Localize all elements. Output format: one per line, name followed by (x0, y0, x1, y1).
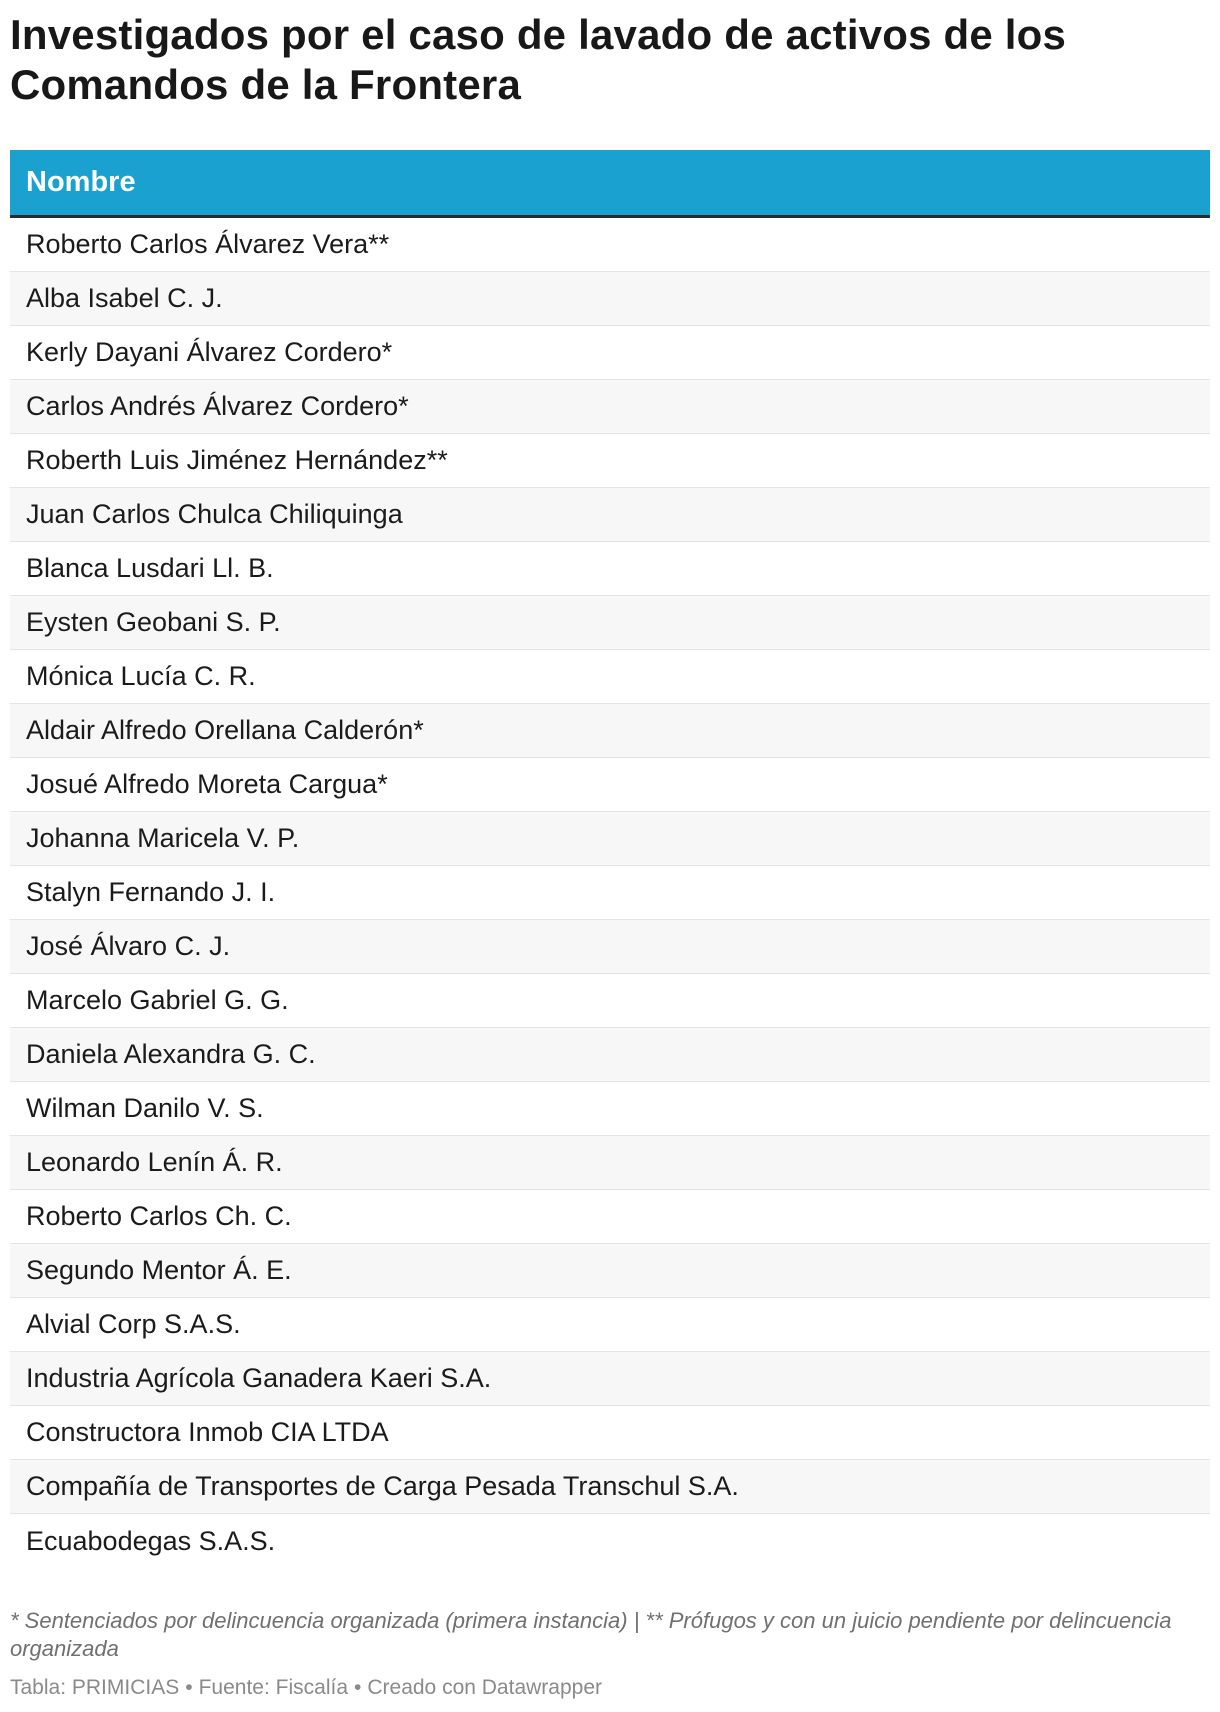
table-row (10, 704, 1210, 758)
table-cell-nombre: Alba Isabel C. J. (26, 283, 223, 313)
footer-separator: • (354, 1676, 362, 1699)
table-cell-nombre: Blanca Lusdari Ll. B. (26, 553, 274, 583)
table-cell-nombre: Eysten Geobani S. P. (26, 607, 281, 637)
table-row (10, 1190, 1210, 1244)
table-row (10, 1406, 1210, 1460)
table-row (10, 1244, 1210, 1298)
table-cell-nombre: José Álvaro C. J. (26, 931, 231, 961)
table-cell-nombre: Marcelo Gabriel G. G. (26, 985, 289, 1015)
column-header-nombre[interactable]: Nombre (26, 166, 136, 198)
table-cell-nombre: Ecuabodegas S.A.S. (26, 1525, 276, 1556)
table-row (10, 920, 1210, 974)
table-cell-nombre: Stalyn Fernando J. I. (26, 877, 276, 907)
table-cell-nombre: Industria Agrícola Ganadera Kaeri S.A. (26, 1363, 492, 1393)
table-row (10, 650, 1210, 704)
table-row (10, 1352, 1210, 1406)
table-cell-nombre: Aldair Alfredo Orellana Calderón* (26, 715, 424, 745)
table-row (10, 1514, 1210, 1568)
table-cell-nombre: Daniela Alexandra G. C. (26, 1039, 316, 1069)
table-cell-nombre: Josué Alfredo Moreta Cargua* (26, 769, 388, 799)
table-header (10, 150, 1210, 218)
table-row (10, 812, 1210, 866)
table-row (10, 596, 1210, 650)
table-row (10, 1028, 1210, 1082)
table-cell-nombre: Alvial Corp S.A.S. (26, 1309, 241, 1339)
table-row (10, 542, 1210, 596)
table-row (10, 974, 1210, 1028)
table-row (10, 434, 1210, 488)
table-cell-nombre: Segundo Mentor Á. E. (26, 1255, 292, 1285)
table-row (10, 272, 1210, 326)
table-cell-nombre: Juan Carlos Chulca Chiliquinga (26, 499, 403, 529)
table-title: Investigados por el caso de lavado de activos de los Comandos de la Frontera (10, 11, 1067, 108)
table-row (10, 1136, 1210, 1190)
table-row (10, 218, 1210, 272)
table-body (10, 218, 1210, 1568)
table-cell-nombre: Carlos Andrés Álvarez Cordero* (26, 391, 409, 421)
investigados-table (10, 150, 1210, 1568)
table-cell-nombre: Mónica Lucía C. R. (26, 661, 256, 691)
table-row (10, 380, 1210, 434)
footer-source: Fuente: Fiscalía (198, 1676, 348, 1699)
table-notes: * Sentenciados por delincuencia organizada (primera instancia) | ** Prófugos y con un juicio pendiente por delincuencia organizada (10, 1608, 1172, 1661)
table-row (10, 1298, 1210, 1352)
table-cell-nombre: Johanna Maricela V. P. (26, 823, 300, 853)
table-row (10, 866, 1210, 920)
table-cell-nombre: Roberth Luis Jiménez Hernández** (26, 445, 448, 475)
table-cell-nombre: Compañía de Transportes de Carga Pesada Transchul S.A. (26, 1471, 739, 1501)
table-cell-nombre: Leonardo Lenín Á. R. (26, 1147, 283, 1177)
table-row (10, 1460, 1210, 1514)
table-row (10, 326, 1210, 380)
footer-separator: • (185, 1676, 193, 1699)
table-cell-nombre: Constructora Inmob CIA LTDA (26, 1417, 389, 1447)
table-row (10, 758, 1210, 812)
table-row (10, 1082, 1210, 1136)
footer-table-credit: Tabla: PRIMICIAS (10, 1676, 180, 1699)
footer-created-with: Creado con Datawrapper (367, 1676, 602, 1699)
table-row (10, 488, 1210, 542)
table-cell-nombre: Roberto Carlos Ch. C. (26, 1201, 292, 1231)
footer-credits (10, 1675, 602, 1701)
table-cell-nombre: Roberto Carlos Álvarez Vera** (26, 229, 390, 259)
table-cell-nombre: Kerly Dayani Álvarez Cordero* (26, 337, 393, 367)
table-cell-nombre: Wilman Danilo V. S. (26, 1093, 264, 1123)
